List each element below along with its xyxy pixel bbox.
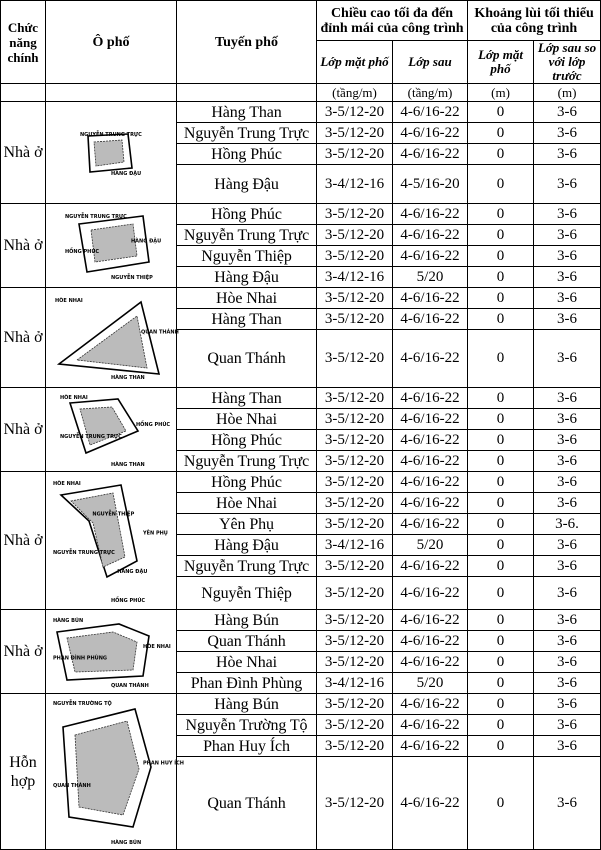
back-height-cell: 5/20 [393, 673, 468, 694]
front-height-cell: 3-5/12-20 [317, 388, 393, 409]
setback-back-cell: 3-6 [534, 472, 601, 493]
setback-front-cell: 0 [468, 757, 534, 850]
back-height-cell: 4-6/16-22 [393, 631, 468, 652]
front-height-cell: 3-5/12-20 [317, 430, 393, 451]
back-height-cell: 4-6/16-22 [393, 577, 468, 610]
header-street: Tuyến phố [177, 1, 317, 84]
header-min-setback: Khoảng lùi tối thiểu của công trình [468, 1, 601, 41]
back-height-cell: 4-6/16-22 [393, 388, 468, 409]
table-row [1, 610, 601, 631]
block-map-sketch [51, 294, 179, 382]
map-street-label: NGUYỄN TRUNG TRỰC [80, 131, 142, 138]
block-map-sketch [76, 128, 146, 178]
street-cell: Hàng Than [177, 388, 317, 409]
setback-back-cell: 3-6 [534, 556, 601, 577]
unit-m-back: (m) [534, 84, 601, 102]
setback-back-cell: 3-6 [534, 736, 601, 757]
street-cell: Hòe Nhai [177, 493, 317, 514]
setback-back-cell: 3-6. [534, 514, 601, 535]
back-height-cell: 4-6/16-22 [393, 610, 468, 631]
back-height-cell: 4-6/16-22 [393, 246, 468, 267]
front-height-cell: 3-5/12-20 [317, 757, 393, 850]
setback-back-cell: 3-6 [534, 535, 601, 556]
setback-front-cell: 0 [468, 736, 534, 757]
header-back-layer: Lớp sau [393, 41, 468, 84]
back-height-cell: 5/20 [393, 535, 468, 556]
street-cell: Quan Thánh [177, 757, 317, 850]
block-map-cell [46, 204, 177, 288]
street-cell: Hồng Phúc [177, 204, 317, 225]
setback-front-cell: 0 [468, 144, 534, 165]
back-height-cell: 4-6/16-22 [393, 715, 468, 736]
setback-back-cell: 3-6 [534, 102, 601, 123]
setback-back-cell: 3-6 [534, 144, 601, 165]
setback-front-cell: 0 [468, 451, 534, 472]
street-cell: Yên Phụ [177, 514, 317, 535]
map-street-label: HÀNG ĐẬU [111, 170, 142, 177]
map-street-label: QUAN THÁNH [141, 329, 179, 336]
setback-back-cell: 3-6 [534, 225, 601, 246]
street-cell: Nguyễn Thiệp [177, 577, 317, 610]
setback-front-cell: 0 [468, 267, 534, 288]
setback-front-cell: 0 [468, 288, 534, 309]
setback-back-cell: 3-6 [534, 610, 601, 631]
front-height-cell: 3-4/12-16 [317, 165, 393, 204]
setback-back-cell: 3-6 [534, 123, 601, 144]
front-height-cell: 3-5/12-20 [317, 577, 393, 610]
setback-front-cell: 0 [468, 652, 534, 673]
function-cell: Nhà ở [1, 204, 46, 288]
map-street-label: HÀNG ĐẬU [131, 237, 162, 244]
street-cell: Hòe Nhai [177, 652, 317, 673]
back-height-cell: 4-6/16-22 [393, 472, 468, 493]
street-cell: Quan Thánh [177, 330, 317, 388]
block-map-cell [46, 472, 177, 610]
back-height-cell: 4-6/16-22 [393, 309, 468, 330]
map-street-label: NGUYỄN TRƯỜNG TỘ [53, 700, 112, 707]
street-cell: Hòe Nhai [177, 409, 317, 430]
unit-height-front: (tầng/m) [317, 84, 393, 102]
street-cell: Hòe Nhai [177, 288, 317, 309]
setback-back-cell: 3-6 [534, 204, 601, 225]
block-map-sketch [61, 210, 161, 282]
setback-front-cell: 0 [468, 309, 534, 330]
setback-front-cell: 0 [468, 102, 534, 123]
table-body [1, 102, 601, 850]
table-row [1, 204, 601, 225]
street-cell: Hồng Phúc [177, 144, 317, 165]
back-height-cell: 4-6/16-22 [393, 330, 468, 388]
map-street-label: HÀNG BÚN [53, 617, 84, 624]
front-height-cell: 3-4/12-16 [317, 267, 393, 288]
front-height-cell: 3-5/12-20 [317, 556, 393, 577]
street-cell: Hàng Đậu [177, 165, 317, 204]
setback-front-cell: 0 [468, 430, 534, 451]
setback-back-cell: 3-6 [534, 409, 601, 430]
front-height-cell: 3-5/12-20 [317, 514, 393, 535]
unit-height-back: (tầng/m) [393, 84, 468, 102]
table-row [1, 472, 601, 493]
front-height-cell: 3-5/12-20 [317, 204, 393, 225]
street-cell: Quan Thánh [177, 631, 317, 652]
street-cell: Nguyễn Thiệp [177, 246, 317, 267]
setback-back-cell: 3-6 [534, 715, 601, 736]
map-street-label: YÊN PHỤ [143, 530, 168, 537]
setback-back-cell: 3-6 [534, 451, 601, 472]
setback-front-cell: 0 [468, 472, 534, 493]
block-map-cell [46, 694, 184, 850]
map-street-label: PHAN HUY ÍCH [143, 760, 184, 766]
back-height-cell: 4-6/16-22 [393, 694, 468, 715]
map-street-label: HÒE NHAI [60, 394, 88, 401]
setback-back-cell: 3-6 [534, 577, 601, 610]
setback-back-cell: 3-6 [534, 493, 601, 514]
unit-m-front: (m) [468, 84, 534, 102]
header-front-layer: Lớp mặt phố [317, 41, 393, 84]
setback-front-cell: 0 [468, 673, 534, 694]
back-height-cell: 4-5/16-20 [393, 165, 468, 204]
back-height-cell: 4-6/16-22 [393, 757, 468, 850]
setback-front-cell: 0 [468, 493, 534, 514]
map-street-label: HÒE NHAI [55, 297, 83, 304]
setback-front-cell: 0 [468, 631, 534, 652]
function-cell: Nhà ở [1, 472, 46, 610]
street-cell: Nguyễn Trung Trực [177, 556, 317, 577]
setback-front-cell: 0 [468, 409, 534, 430]
front-height-cell: 3-4/12-16 [317, 535, 393, 556]
front-height-cell: 3-5/12-20 [317, 493, 393, 514]
block-map-sketch [49, 697, 184, 847]
table-row [1, 288, 601, 309]
back-height-cell: 4-6/16-22 [393, 736, 468, 757]
back-height-cell: 4-6/16-22 [393, 430, 468, 451]
function-cell: Nhà ở [1, 102, 46, 204]
back-height-cell: 4-6/16-22 [393, 514, 468, 535]
block-map-cell [46, 288, 177, 388]
setback-back-cell: 3-6 [534, 757, 601, 850]
front-height-cell: 3-5/12-20 [317, 309, 393, 330]
block-buildings [94, 140, 124, 166]
map-street-label: NGUYỄN TRUNG TRỰC [53, 549, 115, 556]
header-block: Ô phố [46, 1, 177, 84]
block-map-cell [46, 388, 177, 472]
street-cell: Hàng Than [177, 309, 317, 330]
front-height-cell: 3-5/12-20 [317, 144, 393, 165]
header-setback-back: Lớp sau so với lớp trước [534, 41, 601, 84]
map-street-label: HỒNG PHÚC [65, 248, 100, 255]
function-cell: Nhà ở [1, 388, 46, 472]
block-map-sketch [49, 614, 173, 690]
setback-back-cell: 3-6 [534, 288, 601, 309]
back-height-cell: 4-6/16-22 [393, 652, 468, 673]
back-height-cell: 4-6/16-22 [393, 493, 468, 514]
map-street-label: QUAN THÁNH [53, 782, 91, 789]
setback-front-cell: 0 [468, 535, 534, 556]
front-height-cell: 3-5/12-20 [317, 246, 393, 267]
map-street-label: NGUYỄN THIỆP [92, 510, 135, 517]
header-max-height: Chiều cao tối đa đến đỉnh mái của công trình [317, 1, 468, 41]
street-cell: Hàng Bún [177, 694, 317, 715]
map-street-label: NGUYỄN TRUNG TRỰC [65, 213, 127, 220]
map-street-label: NGUYỄN THIỆP [111, 274, 153, 281]
back-height-cell: 4-6/16-22 [393, 556, 468, 577]
setback-back-cell: 3-6 [534, 631, 601, 652]
back-height-cell: 4-6/16-22 [393, 225, 468, 246]
map-street-label: HỒNG PHÚC [136, 421, 171, 428]
map-street-label: PHAN ĐÌNH PHÙNG [53, 655, 108, 662]
back-height-cell: 4-6/16-22 [393, 102, 468, 123]
street-cell: Hàng Bún [177, 610, 317, 631]
setback-back-cell: 3-6 [534, 388, 601, 409]
map-street-label: QUAN THÁNH [111, 682, 149, 689]
front-height-cell: 3-5/12-20 [317, 225, 393, 246]
back-height-cell: 5/20 [393, 267, 468, 288]
setback-front-cell: 0 [468, 388, 534, 409]
block-map-sketch [49, 477, 173, 605]
front-height-cell: 3-5/12-20 [317, 610, 393, 631]
front-height-cell: 3-5/12-20 [317, 631, 393, 652]
street-cell: Phan Đình Phùng [177, 673, 317, 694]
setback-back-cell: 3-6 [534, 430, 601, 451]
street-cell: Nguyễn Trung Trực [177, 451, 317, 472]
header-setback-front: Lớp mặt phố [468, 41, 534, 84]
back-height-cell: 4-6/16-22 [393, 204, 468, 225]
setback-front-cell: 0 [468, 577, 534, 610]
street-cell: Hàng Than [177, 102, 317, 123]
back-height-cell: 4-6/16-22 [393, 144, 468, 165]
street-cell: Nguyễn Trung Trực [177, 225, 317, 246]
street-cell: Hồng Phúc [177, 472, 317, 493]
setback-back-cell: 3-6 [534, 309, 601, 330]
front-height-cell: 3-5/12-20 [317, 330, 393, 388]
street-cell: Nguyễn Trường Tộ [177, 715, 317, 736]
setback-back-cell: 3-6 [534, 246, 601, 267]
map-street-label: HÒE NHAI [53, 480, 81, 487]
setback-front-cell: 0 [468, 556, 534, 577]
map-street-label: NGUYỄN TRUNG TRỰC [60, 433, 122, 440]
setback-front-cell: 0 [468, 225, 534, 246]
block-buildings [67, 632, 137, 672]
setback-back-cell: 3-6 [534, 673, 601, 694]
map-street-label: HÀNG THAN [111, 461, 145, 468]
setback-front-cell: 0 [468, 330, 534, 388]
front-height-cell: 3-4/12-16 [317, 673, 393, 694]
map-street-label: HỒNG PHÚC [111, 597, 146, 604]
setback-back-cell: 3-6 [534, 652, 601, 673]
setback-front-cell: 0 [468, 610, 534, 631]
street-cell: Hàng Đậu [177, 535, 317, 556]
map-street-label: HÀNG ĐẬU [117, 568, 148, 575]
table-row [1, 388, 601, 409]
street-cell: Hàng Đậu [177, 267, 317, 288]
table-row [1, 694, 601, 715]
back-height-cell: 4-6/16-22 [393, 123, 468, 144]
setback-back-cell: 3-6 [534, 694, 601, 715]
setback-front-cell: 0 [468, 123, 534, 144]
header-function: Chức năng chính [1, 1, 46, 84]
front-height-cell: 3-5/12-20 [317, 715, 393, 736]
setback-back-cell: 3-6 [534, 267, 601, 288]
setback-front-cell: 0 [468, 246, 534, 267]
street-cell: Hồng Phúc [177, 430, 317, 451]
street-cell: Phan Huy Ích [177, 736, 317, 757]
front-height-cell: 3-5/12-20 [317, 451, 393, 472]
back-height-cell: 4-6/16-22 [393, 409, 468, 430]
function-cell: Nhà ở [1, 610, 46, 694]
setback-front-cell: 0 [468, 694, 534, 715]
block-map-sketch [56, 391, 171, 469]
setback-front-cell: 0 [468, 204, 534, 225]
table-row [1, 102, 601, 123]
back-height-cell: 4-6/16-22 [393, 451, 468, 472]
setback-back-cell: 3-6 [534, 165, 601, 204]
front-height-cell: 3-5/12-20 [317, 102, 393, 123]
setback-front-cell: 0 [468, 165, 534, 204]
block-map-cell [46, 102, 177, 204]
front-height-cell: 3-5/12-20 [317, 652, 393, 673]
function-cell: Nhà ở [1, 288, 46, 388]
map-street-label: HÀNG THAN [111, 374, 145, 381]
block-map-cell [46, 610, 177, 694]
front-height-cell: 3-5/12-20 [317, 472, 393, 493]
street-cell: Nguyễn Trung Trực [177, 123, 317, 144]
setback-front-cell: 0 [468, 715, 534, 736]
map-street-label: HÀNG BÚN [111, 839, 142, 846]
front-height-cell: 3-5/12-20 [317, 694, 393, 715]
front-height-cell: 3-5/12-20 [317, 409, 393, 430]
front-height-cell: 3-5/12-20 [317, 288, 393, 309]
front-height-cell: 3-5/12-20 [317, 123, 393, 144]
front-height-cell: 3-5/12-20 [317, 736, 393, 757]
function-cell: Hỗn hợp [1, 694, 46, 850]
map-street-label: HÒE NHAI [143, 643, 171, 650]
setback-front-cell: 0 [468, 514, 534, 535]
back-height-cell: 4-6/16-22 [393, 288, 468, 309]
setback-back-cell: 3-6 [534, 330, 601, 388]
